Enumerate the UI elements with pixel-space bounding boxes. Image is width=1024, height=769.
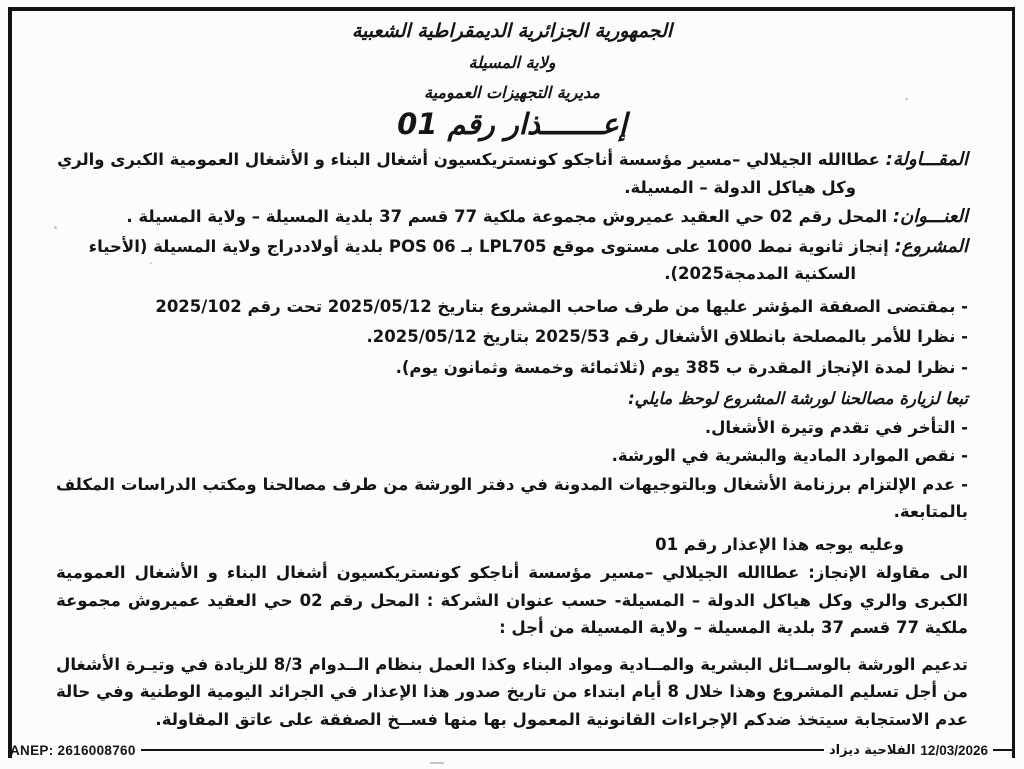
address-value: المحل رقم 02 حي العقيد عميروش مجموعة ملكية 77 قسم 37 بلدية المسيلة – ولاية المسيلة . xyxy=(126,207,888,226)
scan-noise-speck xyxy=(905,98,908,100)
footer-divider-line xyxy=(141,749,824,751)
scan-noise-speck xyxy=(430,762,444,764)
scan-noise-speck xyxy=(150,262,152,264)
journal-name: الفلاحية ديزاد xyxy=(829,742,916,758)
demand-paragraph: تدعيم الورشة بالوســائل البشرية والمــادية ومواد البناء وكذا العمل بنظام الــدوام 8/3 للزيادة في وتيـرة الأشغال من أجل تسليم المشروع وهذا خلال 8 أيام ابتداء من تاريخ صدور هذا الإعذار في الجرائد اليومية الوطنية وفي حالة عدم الاستجابة سيتخذ ضدكم الإجراءات القانونية المعمول بها منها فســخ الصفقة على عاتق المقاولة. xyxy=(56,654,968,729)
observation-resources: - نقص الموارد المادية والبشرية في الورشة. xyxy=(611,446,968,465)
project-value: إنجاز ثانوية نمط 1000 على مستوى موقع LPL705 بـ POS 06 بلدية أولاددراج ولاية المسيلة (الأحياء السكنية المدمجة2025). xyxy=(88,236,889,283)
notice-title: إعـــــــذار رقم 01 xyxy=(397,107,627,141)
anep-reference-number: ANEP: 2616008760 xyxy=(10,742,136,758)
scan-noise-speck xyxy=(54,226,57,229)
footer-divider-line-end xyxy=(993,749,1015,751)
publication-date: 12/03/2026 xyxy=(920,742,988,758)
works-start-clause: - نظرا للأمر بالمصلحة بانطلاق الأشغال رقم 2025/53 بتاريخ 2025/05/12. xyxy=(366,327,968,346)
footer-rule-row xyxy=(10,741,1015,759)
header-republic-line: الجمهورية الجزائرية الديمقراطية الشعبية xyxy=(351,20,673,42)
addressee-paragraph: الى مقاولة الإنجاز: عطاالله الجيلالي –مسير مؤسسة أناجكو كونستريكسيون أشغال البناء و الأشغال العمومية الكبرى والري وكل هياكل الدولة – المسيلة- حسب عنوان الشركة : المحل رقم 02 حي العقيد عميروش مجموعة ملكية 77 قسم 37 بلدية المسيلة – ولاية المسيلة من أجل : xyxy=(56,563,968,637)
contractor-label: المقـــاولة: xyxy=(885,149,968,170)
address-field xyxy=(56,203,968,231)
contractor-value: عطاالله الجيلالي –مسير مؤسسة أناجكو كونستريكسيون أشغال البناء و الأشغال العمومية الكبرى والري وكل هياكل الدولة – المسيلة. xyxy=(57,150,880,197)
header-directorate-line: مديرية التجهيزات العمومية xyxy=(424,83,600,102)
project-field xyxy=(56,233,968,288)
duration-clause: - نظرا لمدة الإنجاز المقدرة ب 385 يوم (ثلاثمائة وخمسة وثمانون يوم). xyxy=(395,357,968,377)
observation-delay: - التأخر في تقدم وتيرة الأشغال. xyxy=(704,417,968,437)
observation-commitment: - عدم الإلتزام برزنامة الأشغال وبالتوجيهات المدونة في دفتر الورشة من طرف مصالحنا ومكتب الدراسات المكلف بالمتابعة. xyxy=(56,474,968,521)
header-wilaya-line: ولاية المسيلة xyxy=(468,53,556,72)
notice-issue-heading: وعليه يوجه هذا الإعذار رقم 01 xyxy=(655,534,904,554)
project-label: المشروع: xyxy=(894,235,968,257)
address-label: العنـــوان: xyxy=(892,206,968,227)
notice-content xyxy=(56,12,968,733)
contract-clause: - بمقتضى الصفقة المؤشر عليها من طرف صاحب المشروع بتاريخ 2025/05/12 تحت رقم 2025/102 xyxy=(155,296,968,316)
contractor-field xyxy=(56,146,968,201)
site-visit-note: تبعا لزيارة مصالحنا لورشة المشروع لوحظ مايلي: xyxy=(628,389,968,408)
